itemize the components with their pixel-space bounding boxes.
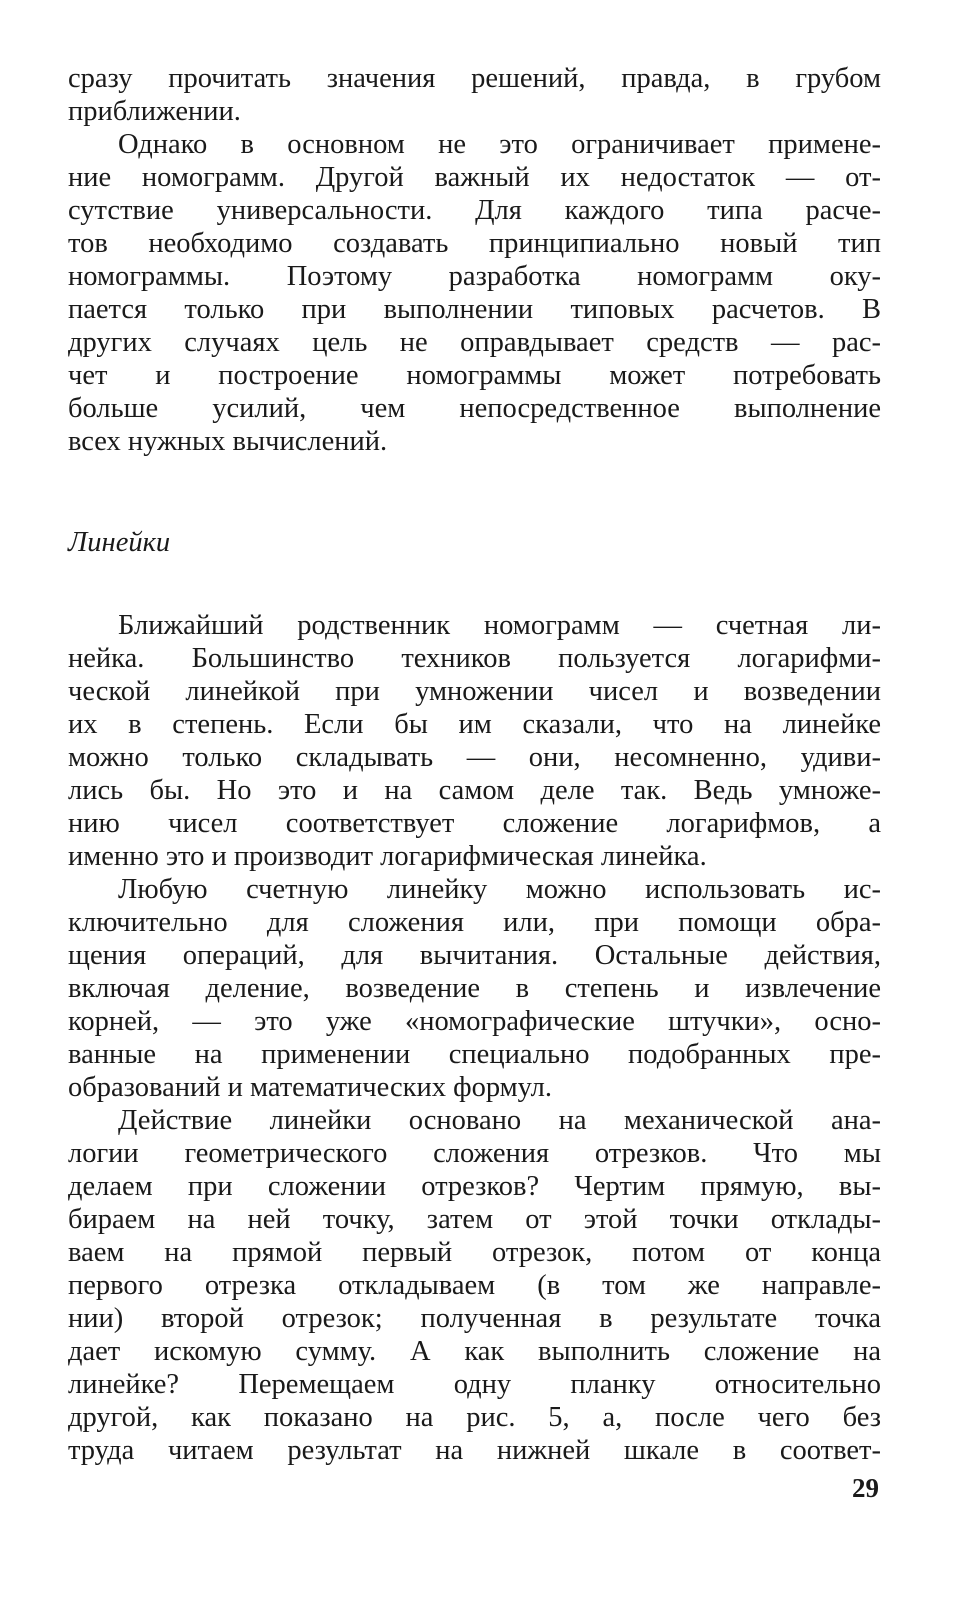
page-body xyxy=(68,62,881,1467)
text-line: образований и математических формул. xyxy=(68,1072,553,1103)
text-line: ваем на прямой первый отрезок, потом от конца xyxy=(68,1237,881,1268)
text-line: другой, как показано на рис. 5, а, после чего без xyxy=(68,1402,881,1433)
text-line: ванные на применении специально подобранных пре- xyxy=(68,1039,881,1070)
text-line: больше усилий, чем непосредственное выполнение xyxy=(68,393,881,424)
text-line: Однако в основном не это ограничивает примене- xyxy=(118,129,881,160)
text-line: труда читаем результат на нижней шкале в соответ- xyxy=(68,1435,881,1466)
text-line: нию чисел соответствует сложение логарифмов, а xyxy=(68,808,881,839)
paragraph-continuation xyxy=(68,62,881,128)
text-line: ние номограмм. Другой важный их недостаток — от- xyxy=(68,162,881,193)
text-line: корней, — это уже «номографические штучки», осно- xyxy=(68,1006,881,1037)
text-line: именно это и производит логарифмическая линейка. xyxy=(68,841,707,872)
text-line: сразу прочитать значения решений, правда, в грубом xyxy=(68,63,881,94)
text-line: приближении. xyxy=(68,96,241,127)
text-line: Ближайший родственник номограмм — счетная ли- xyxy=(118,610,881,641)
page-number: 29 xyxy=(852,1473,879,1503)
text-line: первого отрезка откладываем (в том же направле- xyxy=(68,1270,881,1301)
text-line: других случаях цель не оправдывает средств — рас- xyxy=(68,327,881,358)
text-line: ключительно для сложения или, при помощи обра- xyxy=(68,907,881,938)
text-line: щения операций, для вычитания. Остальные действия, xyxy=(68,940,881,971)
text-line: ческой линейкой при умножении чисел и возведении xyxy=(68,676,881,707)
text-line: дает искомую сумму. А как выполнить сложение на xyxy=(68,1336,881,1367)
text-line: включая деление, возведение в степень и извлечение xyxy=(68,973,881,1004)
text-line: их в степень. Если бы им сказали, что на линейке xyxy=(68,709,881,740)
text-line: пается только при выполнении типовых расчетов. В xyxy=(68,294,881,325)
text-line: нии) второй отрезок; полученная в результате точка xyxy=(68,1303,881,1334)
paragraph xyxy=(68,128,881,458)
text-line: можно только складывать — они, несомненно, удиви- xyxy=(68,742,881,773)
text-line: номограммы. Поэтому разработка номограмм оку- xyxy=(68,261,881,292)
text-line: чет и построение номограммы может потребовать xyxy=(68,360,881,391)
section-heading: Линейки xyxy=(68,527,171,558)
text-line: Любую счетную линейку можно использовать ис- xyxy=(118,874,881,905)
paragraph xyxy=(68,609,881,873)
text-line: нейка. Большинство техников пользуется логарифми- xyxy=(68,643,881,674)
paragraph xyxy=(68,1104,881,1467)
text-line: тов необходимо создавать принципиально новый тип xyxy=(68,228,881,259)
text-line: бираем на ней точку, затем от этой точки отклады- xyxy=(68,1204,881,1235)
text-line: линейке? Перемещаем одну планку относительно xyxy=(68,1369,881,1400)
text-line: логии геометрического сложения отрезков. Что мы xyxy=(68,1138,881,1169)
text-line: лись бы. Но это и на самом деле так. Ведь умноже- xyxy=(68,775,881,806)
text-line: Действие линейки основано на механической ана- xyxy=(118,1105,881,1136)
text-line: всех нужных вычислений. xyxy=(68,426,388,457)
text-line: делаем при сложении отрезков? Чертим прямую, вы- xyxy=(68,1171,881,1202)
paragraph xyxy=(68,873,881,1104)
text-line: сутствие универсальности. Для каждого типа расче- xyxy=(68,195,881,226)
